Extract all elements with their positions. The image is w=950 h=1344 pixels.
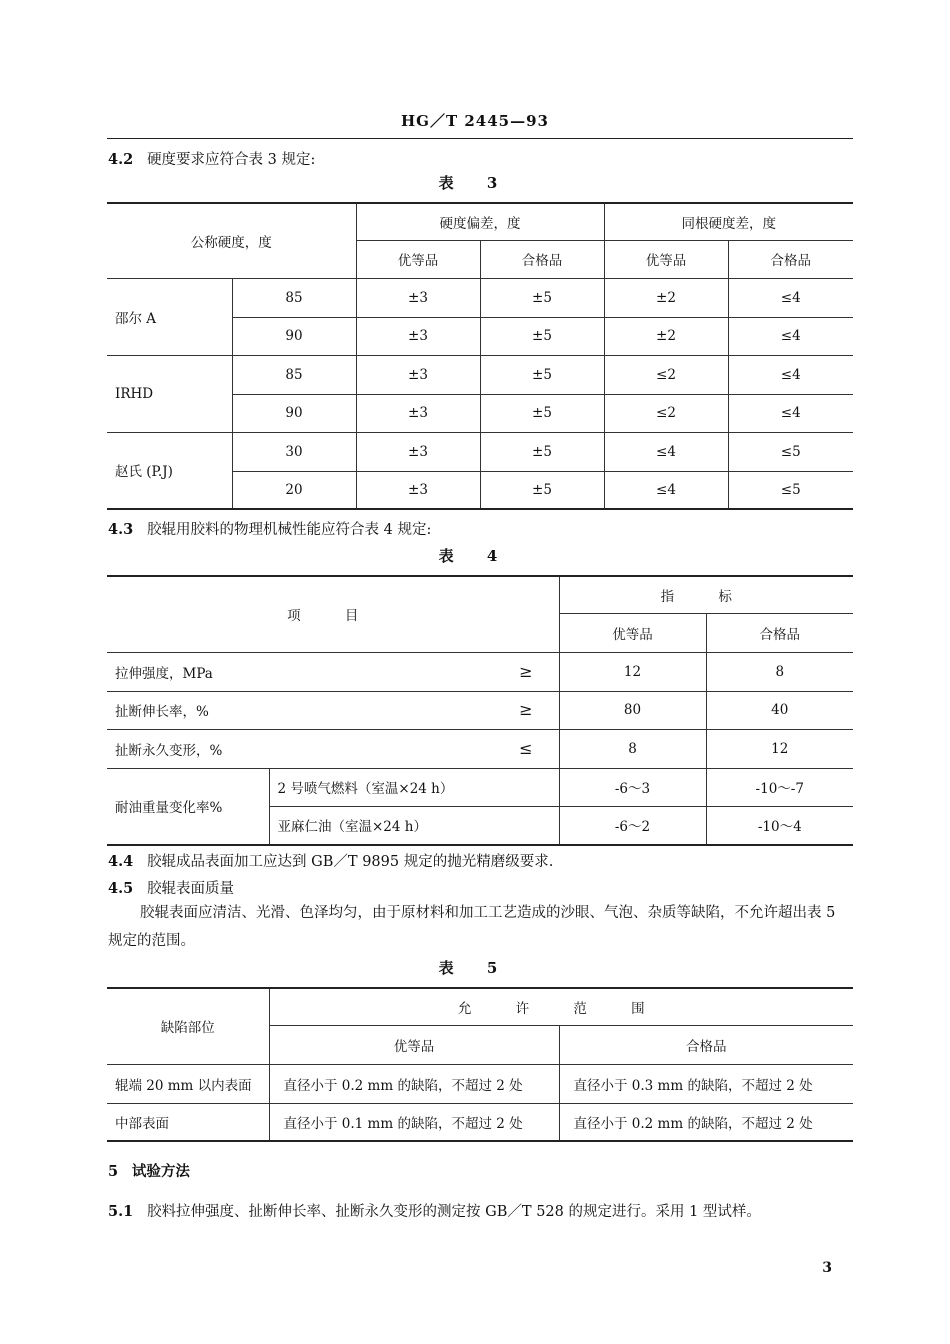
table3-cell: ±2	[604, 278, 728, 317]
table4-oil-label: 耐油重量变化率%	[107, 768, 269, 845]
table5-cell: 直径小于 0.1 mm 的缺陷，不超过 2 处	[269, 1103, 559, 1141]
table4-cell: -6～3	[559, 768, 706, 806]
table3-head-same-roll-diff: 同根硬度差，度	[604, 203, 853, 240]
table4-subhead: 优等品	[559, 613, 706, 652]
clause-4-4	[108, 850, 553, 871]
table3-cell: ±5	[480, 471, 604, 509]
table3-head-deviation: 硬度偏差，度	[356, 203, 604, 240]
table5-subhead: 合格品	[559, 1025, 853, 1064]
clause-4-3	[108, 518, 431, 539]
clause-4-2	[108, 148, 315, 169]
table3-cell: ≤4	[728, 355, 853, 394]
table3-cell: ≤4	[728, 278, 853, 317]
table4-head-item	[107, 576, 559, 652]
table4-cell: -10～-7	[706, 768, 853, 806]
table4-cell: 80	[559, 691, 706, 729]
table3-cell: ±3	[356, 394, 480, 432]
table3-cell: 30	[232, 432, 356, 471]
table3-subhead: 合格品	[480, 240, 604, 278]
table4-row-label	[107, 691, 559, 729]
table3-cell: ≤2	[604, 394, 728, 432]
table3-cell: ≤2	[604, 355, 728, 394]
table3-head-nominal: 公称硬度，度	[107, 203, 356, 278]
table5-subhead: 优等品	[269, 1025, 559, 1064]
table4-cell: 40	[706, 691, 853, 729]
clause-number: 5.1	[108, 1203, 134, 1220]
table3-cell: ≤4	[604, 432, 728, 471]
clause-number: 4.4	[108, 853, 134, 870]
table4-head-index	[559, 576, 853, 613]
table4-subhead: 合格品	[706, 613, 853, 652]
table5	[107, 987, 853, 1142]
table3-cell: ±3	[356, 317, 480, 355]
table3-subhead: 合格品	[728, 240, 853, 278]
table4-symbol: ≥	[519, 700, 533, 719]
clause-text: 胶料拉伸强度、扯断伸长率、扯断永久变形的测定按 GB／T 528 的规定进行。采用 1 型试样。	[147, 1204, 761, 1220]
table5-cell: 直径小于 0.3 mm 的缺陷，不超过 2 处	[559, 1064, 853, 1103]
table3-cell: ±3	[356, 471, 480, 509]
table4-cell: 8	[706, 652, 853, 691]
header-rule	[107, 138, 853, 139]
table3-cell: ±3	[356, 355, 480, 394]
table3-cell: ≤5	[728, 471, 853, 509]
table5-head-defect-part: 缺陷部位	[107, 988, 269, 1064]
table3-cell: 85	[232, 355, 356, 394]
table4-cell: 8	[559, 729, 706, 768]
clause-number: 4.3	[108, 521, 134, 538]
table4	[107, 575, 853, 846]
table3-cell: ±5	[480, 278, 604, 317]
table4-caption: 表 4	[438, 547, 512, 565]
table3-cell: ±5	[480, 394, 604, 432]
clause-number: 4.2	[108, 151, 134, 168]
clause-text: 胶辊用胶料的物理机械性能应符合表 4 规定:	[147, 522, 432, 538]
table4-cell: -6～2	[559, 806, 706, 845]
table3-group-name: IRHD	[107, 355, 232, 432]
table3-cell: ±5	[480, 432, 604, 471]
document-header-code: HG／T 2445—93	[401, 112, 549, 130]
table4-symbol: ≤	[519, 738, 533, 758]
section-number: 5	[108, 1163, 119, 1180]
table4-head-item-text: 项 目	[287, 608, 379, 625]
table3-cell: 85	[232, 278, 356, 317]
table3-cell: ≤4	[728, 394, 853, 432]
table3-subhead: 优等品	[356, 240, 480, 278]
table4-cell: -10～4	[706, 806, 853, 845]
clause-4-5	[108, 877, 234, 898]
table4-label-text: 扯断伸长率，%	[115, 704, 209, 720]
table3-cell: ±3	[356, 278, 480, 317]
table5-head-range-text: 允 许 范 围	[457, 1000, 665, 1017]
table4-cell: 12	[706, 729, 853, 768]
table3-cell: ±5	[480, 317, 604, 355]
table3-cell: 90	[232, 394, 356, 432]
table3-group-name: 赵氏 (P.J)	[107, 432, 232, 509]
table4-row-label	[107, 652, 559, 691]
table3-caption: 表 3	[438, 174, 512, 192]
table5-cell: 直径小于 0.2 mm 的缺陷，不超过 2 处	[559, 1103, 853, 1141]
table3-cell: ±3	[356, 432, 480, 471]
table3-cell: ≤4	[728, 317, 853, 355]
section-5-heading	[108, 1160, 190, 1181]
table5-part: 中部表面	[107, 1103, 269, 1141]
table4-label-text: 拉伸强度，MPa	[115, 665, 213, 682]
table5-caption: 表 5	[438, 959, 512, 977]
table3-cell: 20	[232, 471, 356, 509]
clause-number: 4.5	[108, 880, 134, 897]
table3-cell: ±2	[604, 317, 728, 355]
table4-head-index-text: 指 标	[660, 588, 752, 605]
table4-row-label	[107, 729, 559, 768]
table4-cell: 12	[559, 652, 706, 691]
table5-cell: 直径小于 0.2 mm 的缺陷，不超过 2 处	[269, 1064, 559, 1103]
clause-text: 硬度要求应符合表 3 规定:	[147, 152, 316, 168]
clause-text: 胶辊成品表面加工应达到 GB／T 9895 规定的抛光精磨级要求.	[147, 854, 554, 870]
table5-head-range	[269, 988, 853, 1025]
table3-subhead: 优等品	[604, 240, 728, 278]
table4-oil-sub: 亚麻仁油（室温×24 h）	[269, 806, 559, 845]
table3-group-name: 邵尔 A	[107, 278, 232, 355]
table3-cell: ±5	[480, 355, 604, 394]
table5-part: 辊端 20 mm 以内表面	[107, 1064, 269, 1103]
table4-oil-sub: 2 号喷气燃料（室温×24 h）	[269, 768, 559, 806]
paragraph-4-5: 胶辊表面应清洁、光滑、色泽均匀，由于原材料和加工工艺造成的沙眼、气泡、杂质等缺陷，不允许超出表 5 规定的范围。	[108, 905, 836, 949]
section-title: 试验方法	[131, 1163, 190, 1180]
table4-label-text: 扯断永久变形，%	[115, 742, 223, 759]
page-number: 3	[822, 1260, 832, 1276]
table3-cell: ≤5	[728, 432, 853, 471]
clause-text: 胶辊表面质量	[147, 881, 235, 897]
table3-cell: ≤4	[604, 471, 728, 509]
table3	[107, 202, 853, 510]
clause-5-1	[108, 1198, 853, 1226]
table3-cell: 90	[232, 317, 356, 355]
table4-symbol: ≥	[519, 661, 533, 681]
